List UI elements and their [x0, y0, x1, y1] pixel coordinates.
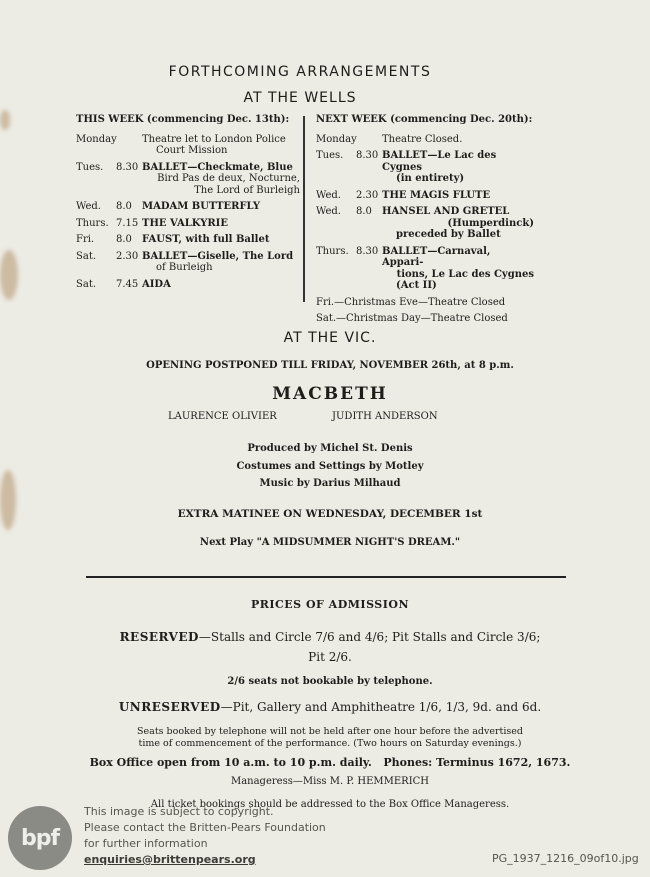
copyright-line: Please contact the Britten-Pears Foundation [84, 820, 326, 834]
schedule-time [116, 134, 142, 157]
schedule-row [76, 251, 300, 274]
schedule-row [316, 150, 534, 185]
unreserved-text: —Pit, Gallery and Amphitheatre 1/6, 1/3, 9d. and 6d. [220, 700, 542, 714]
section-rule [86, 576, 566, 578]
schedule-desc-main: THE VALKYRIE [142, 217, 228, 229]
file-id: PG_1937_1216_09of10.jpg [492, 852, 639, 865]
schedule-day: Fri. [76, 234, 95, 245]
schedule-time [356, 134, 382, 146]
schedule-desc-main: AIDA [142, 278, 171, 290]
music-credit: Music by Darius Milhaud [259, 478, 401, 489]
schedule-desc-main: Theatre let to London Police [142, 133, 286, 145]
next-week-column [316, 114, 534, 330]
producer-credit: Produced by Michel St. Denis [247, 443, 413, 454]
schedule-row [76, 201, 300, 213]
reserved-label: RESERVED [119, 630, 199, 644]
copyright-line: This image is subject to copyright. [84, 805, 274, 818]
schedule-day: Sat. [76, 250, 97, 262]
opening-notice: OPENING POSTPONED TILL FRIDAY, NOVEMBER 26th, at 8 p.m. [146, 360, 514, 371]
schedule-row [316, 190, 534, 202]
schedule-row [316, 313, 534, 325]
play-title: MACBETH [272, 384, 388, 404]
box-office-line [60, 756, 600, 769]
next-week-title: NEXT WEEK (commencing Dec. 20th): [316, 114, 533, 125]
schedule-desc [382, 246, 534, 292]
schedule-desc [382, 150, 534, 185]
venue-heading-wells: AT THE WELLS [243, 90, 357, 106]
unreserved-label: UNRESERVED [118, 700, 221, 714]
schedule-desc-main: BALLET—Giselle, The Lord [142, 250, 294, 262]
schedule-row [76, 218, 300, 230]
schedule-time: 8.0 [116, 201, 132, 212]
bpf-logo-text: bpf [20, 825, 60, 851]
schedule-desc-sub: (Humperdinck) [447, 217, 534, 229]
schedule-desc-sub: of Burleigh [156, 262, 213, 273]
stain-mark [0, 110, 10, 130]
schedule-time: 2.30 [356, 189, 379, 201]
next-play-notice: Next Play "A MIDSUMMER NIGHT'S DREAM." [199, 537, 461, 548]
bpf-logo [8, 806, 72, 870]
reserved-text: —Stalls and Circle 7/6 and 4/6; Pit Stalls and Circle 3/6; [198, 630, 541, 644]
schedule-desc-main: MADAM BUTTERFLY [142, 201, 261, 212]
schedule-desc [142, 162, 300, 197]
schedule-day: Tues. [76, 161, 104, 173]
ticket-booking-note: All ticket bookings should be addressed to the Box Office Manageress. [150, 799, 510, 810]
venue-heading-vic: AT THE VIC. [283, 330, 377, 346]
schedule-desc-sub: tions, Le Lac des Cygnes [396, 268, 534, 280]
schedule-row [76, 234, 300, 246]
schedule-desc-sub: (in entirety) [396, 173, 465, 184]
box-office-phones: Phones: Terminus 1672, 1673. [383, 756, 571, 769]
schedule-row [76, 162, 300, 197]
schedule-desc-main: BALLET—Le Lac des Cygnes [382, 150, 497, 173]
schedule-desc-main: Theatre Closed. [382, 133, 463, 145]
contact-email-link[interactable]: enquiries@brittenpears.org [84, 852, 256, 866]
box-office-hours: Box Office open from 10 a.m. to 10 p.m. daily. [89, 756, 372, 769]
schedule-day: Wed. [316, 189, 341, 201]
schedule-desc-sub: Bird Pas de deux, Nocturne, [157, 173, 300, 184]
schedule-desc-sub: preceded by Ballet [396, 229, 501, 240]
schedule-row [316, 246, 534, 292]
schedule-day: Monday [316, 133, 357, 145]
unreserved-prices [60, 700, 600, 714]
schedule-row [316, 134, 534, 146]
schedule-desc-main: BALLET—Carnaval, Appari- [382, 245, 491, 268]
this-week-column [76, 114, 300, 295]
booking-note: 2/6 seats not bookable by telephone. [227, 676, 433, 687]
telephone-booking-note-cont: time of commencement of the performance. (Two hours on Saturday evenings.) [138, 738, 522, 749]
schedule-desc-sub: (Act II) [396, 280, 437, 291]
reserved-prices-cont: Pit 2/6. [308, 650, 352, 664]
copyright-line: for further information [84, 836, 208, 850]
schedule-desc-sub: Court Mission [156, 145, 228, 156]
prices-title: PRICES OF ADMISSION [250, 598, 410, 611]
schedule-desc-main: THE MAGIS FLUTE [382, 189, 491, 201]
this-week-title: THIS WEEK (commencing Dec. 13th): [76, 114, 290, 125]
schedule-day: Thurs. [316, 245, 349, 257]
schedule-row [316, 297, 534, 309]
schedule-desc-main: BALLET—Checkmate, Blue [142, 161, 293, 173]
telephone-booking-note: Seats booked by telephone will not be held after one hour before the advertised [137, 726, 523, 737]
schedule-day: Sat. [76, 278, 97, 290]
manageress-line: Manageress—Miss M. P. HEMMERICH [230, 776, 430, 787]
schedule-time: 8.30 [356, 245, 379, 257]
schedule-desc [142, 134, 300, 157]
schedule-day: Thurs. [76, 217, 109, 229]
schedule-row [316, 206, 534, 241]
page-title: FORTHCOMING ARRANGEMENTS [168, 64, 432, 80]
schedule-time: 7.45 [116, 278, 139, 290]
schedule-time: 8.0 [356, 206, 372, 217]
schedule-day: Tues. [316, 150, 344, 161]
schedule-row [76, 134, 300, 157]
matinee-notice: EXTRA MATINEE ON WEDNESDAY, DECEMBER 1st [177, 508, 483, 520]
column-divider [303, 116, 305, 302]
schedule-desc [142, 251, 300, 274]
schedule-row [76, 279, 300, 291]
schedule-desc-sub: The Lord of Burleigh [194, 184, 300, 196]
schedule-desc-main: Sat.—Christmas Day—Theatre Closed [316, 313, 508, 324]
schedule-time: 8.30 [356, 150, 379, 161]
stain-mark [0, 470, 16, 530]
schedule-day: Wed. [76, 201, 101, 212]
schedule-day: Wed. [316, 206, 341, 217]
copyright-notice [84, 804, 326, 868]
schedule-desc-main: HANSEL AND GRETEL [382, 206, 510, 217]
schedule-desc [382, 206, 534, 241]
schedule-time: 7.15 [116, 217, 139, 229]
reserved-prices [60, 630, 600, 644]
cast-member: JUDITH ANDERSON [332, 411, 438, 422]
schedule-desc-main: FAUST, with full Ballet [142, 234, 270, 245]
schedule-desc-main: Fri.—Christmas Eve—Theatre Closed [316, 296, 506, 308]
schedule-time: 8.30 [116, 161, 139, 173]
costume-credit: Costumes and Settings by Motley [236, 461, 424, 472]
stain-mark [0, 250, 18, 300]
schedule-time: 2.30 [116, 250, 139, 262]
cast-member: LAURENCE OLIVIER [168, 411, 277, 422]
schedule-day: Monday [76, 133, 117, 145]
schedule-time: 8.0 [116, 234, 132, 245]
